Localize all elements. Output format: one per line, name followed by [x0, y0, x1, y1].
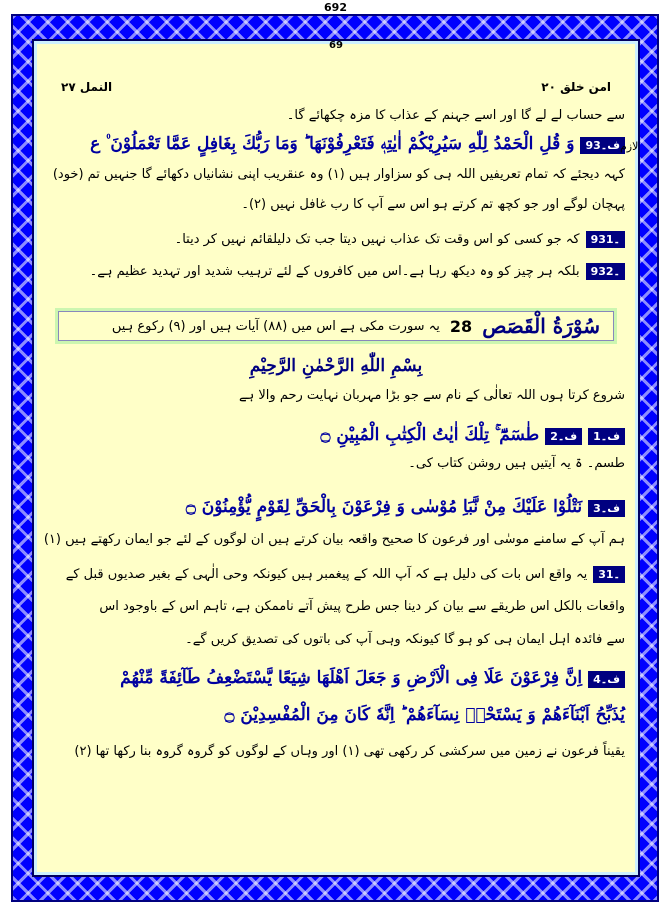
text-line — [47, 167, 625, 182]
arabic-text: يُذَبِّحُ اَبْنَآءَهُمْ وَ يَسْتَحْيٖ نِسَآءَهُمْ ؕ اِنَّهٗ كَانَ مِنَ الْمُفْسِدِيْنَ ۝ — [224, 705, 625, 725]
text-line — [43, 532, 625, 547]
verse-line — [47, 134, 625, 154]
urdu-text: سے فائدہ اہل ایمان ہی کو ہو گا کیونکہ وہی آپ کی باتوں کی تصدیق کریں گے۔ — [185, 632, 625, 647]
surah-name: سُوْرَةُ الْقَصَص — [482, 314, 600, 338]
verse-line — [47, 424, 625, 445]
surah-info: یہ سورت مکی ہے اس میں (۸۸) آیات ہیں اور (۹) رکوع ہیں — [111, 318, 440, 334]
surah-title-box — [55, 308, 617, 344]
header-surah: النمل ۲۷ — [61, 80, 113, 94]
verse-line — [47, 496, 625, 517]
surah-number: 28 — [449, 316, 473, 336]
text-line — [47, 197, 625, 212]
verse-badge: ف۔4 — [588, 671, 625, 688]
note-badge: 93۔1 — [586, 231, 625, 248]
arabic-text: طٰسٓمّٓ ۚ تِلْكَ اٰيٰتُ الْكِتٰبِ الْمُبِيْنِ ۝ — [320, 425, 540, 445]
urdu-text: بلکہ ہر چیز کو وہ دیکھ رہا ہے۔اس میں کافروں کے لئے ترہیب شدید اور تہدید عظیم ہے۔ — [89, 264, 580, 279]
text-line — [47, 388, 625, 403]
urdu-text: کہہ دیجئے کہ تمام تعریفیں اللہ ہی کو سزاوار ہیں (۱) وہ عنقریب اپنی نشانیاں دکھائے گا جنہیں تم (خود) — [52, 167, 625, 182]
urdu-text: واقعات بالکل اس طریقے سے بیان کر دینا جس طرح پیش آتے ناممکن ہے، تاہم اس کے باوجود اس — [99, 599, 625, 614]
urdu-text: کہ جو کسی کو اس وقت تک عذاب نہیں دیتا جب تک دلیلقائم نہیں کر دیتا۔ — [174, 232, 580, 247]
arabic-text: نَتْلُوْا عَلَيْكَ مِنْ نَّبَاِ مُوْسٰى وَ فِرْعَوْنَ بِالْحَقِّ لِقَوْمٍ يُّؤْمِنُوْنَ ۝ — [185, 497, 583, 517]
note-line — [47, 231, 625, 248]
text-line — [47, 744, 625, 759]
urdu-text: یقیناً فرعون نے زمین میں سرکشی کر رکھی تھی (۱) اور وہاں کے لوگوں کو گروہ گروہ بنا رکھا تھا (۲) — [74, 744, 625, 759]
inner-page-number: 69 — [329, 40, 343, 51]
text-line — [47, 456, 625, 471]
urdu-text: ہم آپ کے سامنے موسٰی اور فرعون کا صحیح واقعہ بیان کرتے ہیں ان لوگوں کے لئے جو ایمان رکھتے ہیں (۱) — [43, 532, 625, 547]
urdu-text: طسم۔ ۃ یہ آیتیں ہیں روشن کتاب کی۔ — [408, 456, 625, 471]
page-content — [37, 40, 635, 872]
arabic-text: وَ قُلِ الْحَمْدُ لِلّٰهِ سَيُرِيْكُمْ اٰيٰتِهٖ فَتَعْرِفُوْنَهَا ؕ وَمَا رَبُّكَ بِغَافِلٍ عَمَّا تَعْمَلُوْنَ ۠ ع — [90, 134, 575, 154]
urdu-text: پہچان لوگے اور جو کچھ تم کرتے ہو اس سے آپ کا رب غافل نہیں (۲)۔ — [241, 197, 625, 212]
verse-badge: ف۔3 — [588, 500, 625, 517]
bismillah: بِسْمِ اللّٰهِ الرَّحْمٰنِ الرَّحِيْمِ — [249, 356, 423, 376]
urdu-text: یہ واقع اس بات کی دلیل ہے کہ آپ اللہ کے پیغمبر ہیں کیونکہ وحی الٰہی کے بغیر صدیوں قبل کے — [65, 567, 588, 582]
text-line — [47, 108, 625, 123]
verse-line — [47, 704, 625, 725]
verse-line — [47, 668, 625, 688]
verse-badge: ف۔93 — [580, 137, 625, 154]
decorative-border — [11, 14, 659, 902]
margin-note: لازم — [620, 140, 639, 153]
note-line — [47, 566, 625, 583]
verse-badge: ف۔1 — [588, 428, 625, 445]
note-badge: 3۔1 — [593, 566, 625, 583]
verse-badge: ف۔2 — [545, 428, 582, 445]
page-header — [37, 80, 635, 100]
text-line — [47, 632, 625, 647]
page-number: 692 — [324, 1, 347, 14]
arabic-text: اِنَّ فِرْعَوْنَ عَلَا فِى الْاَرْضِ وَ جَعَلَ اَهْلَهَا شِيَعًا يَّسْتَضْعِفُ طَآئِفَةً مِّنْهُمْ — [120, 668, 583, 688]
text-line — [47, 599, 625, 614]
note-line — [47, 263, 625, 280]
note-badge: 93۔2 — [586, 263, 625, 280]
urdu-text: سے حساب لے لے گا اور اسے جہنم کے عذاب کا مزہ چکھائے گا۔ — [286, 108, 625, 123]
header-juz: امن خلق ۲۰ — [541, 80, 611, 94]
urdu-text: شروع کرتا ہوں اللہ تعالٰی کے نام سے جو بڑا مہربان نہایت رحم والا ہے — [239, 388, 625, 403]
